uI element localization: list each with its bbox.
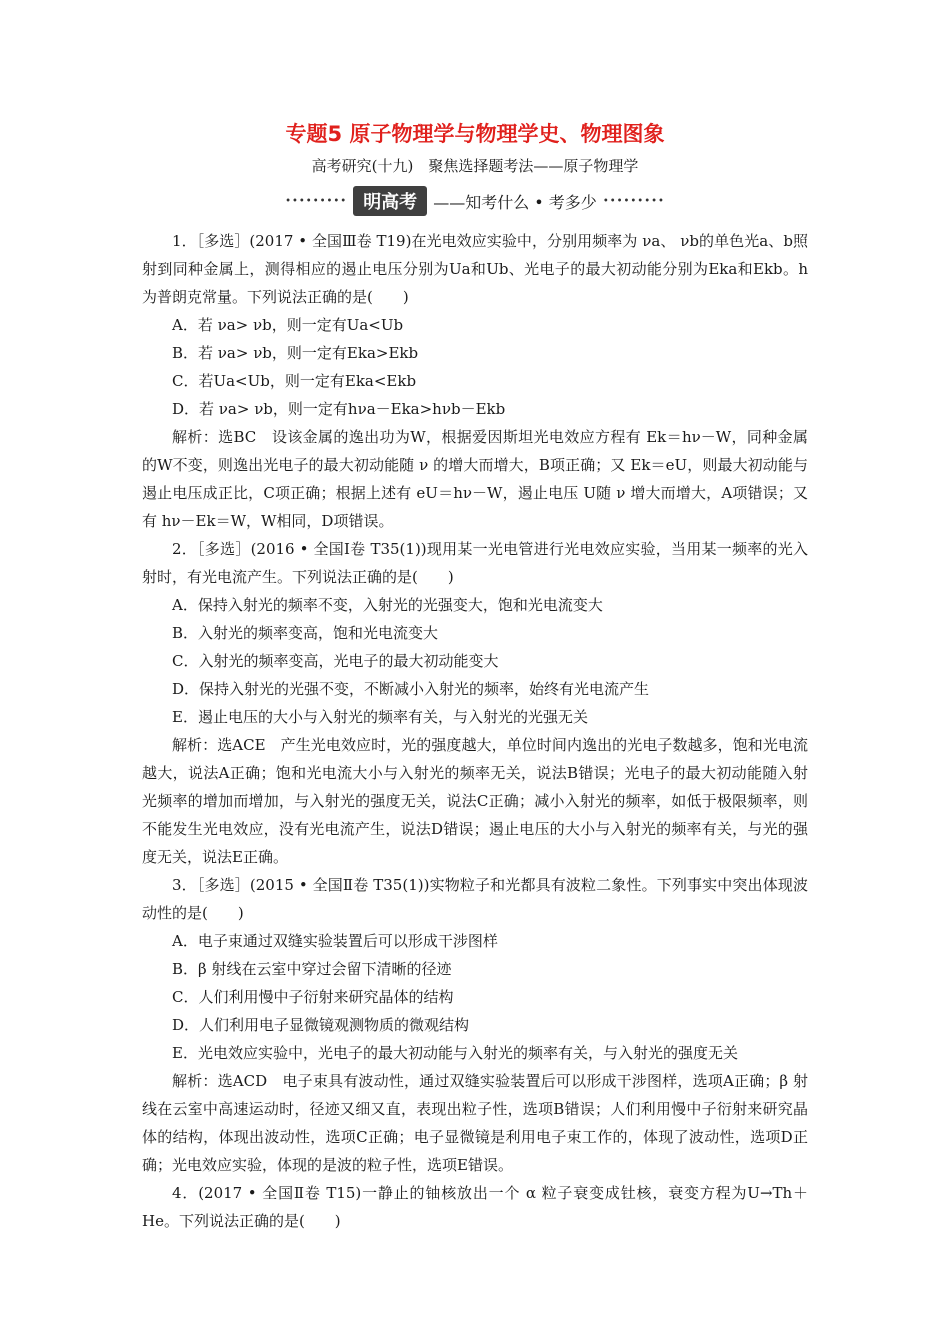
question-2-option-c: C．入射光的频率变高，光电子的最大初动能变大 xyxy=(172,652,499,670)
question-3-option-e: E．光电效应实验中，光电子的最大初动能与入射光的频率有关，与入射光的强度无关 xyxy=(172,1044,738,1062)
banner-text: ——知考什么 • 考多少 xyxy=(433,192,597,212)
question-1-option-c: C．若Ua<Ub，则一定有Eka<Ekb xyxy=(172,372,417,390)
question-1-option-d: D．若 νa> νb，则一定有hνa－Eka>hνb－Ekb xyxy=(172,400,506,418)
question-3-option-d: D．人们利用电子显微镜观测物质的微观结构 xyxy=(172,1016,470,1034)
question-2-option-a: A．保持入射光的频率不变，入射光的光强变大，饱和光电流变大 xyxy=(172,596,603,614)
section-banner xyxy=(0,186,950,216)
question-2-analysis: 解析：选ACE 产生光电效应时，光的强度越大，单位时间内逸出的光电子数越多，饱和光电流越大，说法A正确；饱和光电流大小与入射光的频率无关，说法B错误；光电子的最大初动能随入射光频率的增加而增加，与入射光的强度无关，说法C正确；减小入射光的频率，如低于极限频率，则不能发生光电效应，没有光电流产生，说法D错误；遏止电压的大小与入射光的频率有关，与光的强度无关，说法E正确。 xyxy=(142,736,808,866)
question-2-option-d: D．保持入射光的光强不变，不断减小入射光的频率，始终有光电流产生 xyxy=(172,680,650,698)
question-2-stem: 2．［多选］(2016 • 全国Ⅰ卷 T35(1))现用某一光电管进行光电效应实验，当用某一频率的光入射时，有光电流产生。下列说法正确的是( ) xyxy=(142,540,808,586)
question-1-stem: 1．［多选］(2017 • 全国Ⅲ卷 T19)在光电效应实验中，分别用频率为 νa、 νb的单色光a、b照射到同种金属上，测得相应的遏止电压分别为Ua和Ub、光电子的最大初动能分别为Eka和Ekb。h为普朗克常量。下列说法正确的是( ) xyxy=(142,232,808,306)
questions-content xyxy=(142,227,808,1235)
question-2-option-b: B．入射光的频率变高，饱和光电流变大 xyxy=(172,624,439,642)
banner-badge: 明高考 xyxy=(353,186,427,216)
question-4-stem: 4．(2017 • 全国Ⅱ卷 T15)一静止的铀核放出一个 α 粒子衰变成钍核，衰变方程为U→Th＋He。下列说法正确的是( ) xyxy=(142,1184,808,1230)
question-1-option-b: B．若 νa> νb，则一定有Eka>Ekb xyxy=(172,344,419,362)
page-subtitle: 高考研究(十九) 聚焦选择题考法——原子物理学 xyxy=(311,157,639,175)
question-3-option-a: A．电子束通过双缝实验装置后可以形成干涉图样 xyxy=(172,932,498,950)
question-3-analysis: 解析：选ACD 电子束具有波动性，通过双缝实验装置后可以形成干涉图样，选项A正确；β 射线在云室中高速运动时，径迹又细又直，表现出粒子性，选项B错误；人们利用慢中子衍射来研究晶体的结构，体现出波动性，选项C正确；电子显微镜是利用电子束工作的，体现了波动性，选项D正确；光电效应实验，体现的是波的粒子性，选项E错误。 xyxy=(142,1072,808,1174)
question-3-option-c: C．人们利用慢中子衍射来研究晶体的结构 xyxy=(172,988,454,1006)
question-3-option-b: B．β 射线在云室中穿过会留下清晰的径迹 xyxy=(172,960,452,978)
page-title: 专题5 原子物理学与物理学史、物理图象 xyxy=(285,122,665,146)
question-1-option-a: A．若 νa> νb，则一定有Ua<Ub xyxy=(172,316,404,334)
question-3-stem: 3．［多选］(2015 • 全国Ⅱ卷 T35(1))实物粒子和光都具有波粒二象性。下列事实中突出体现波动性的是( ) xyxy=(142,876,808,922)
question-1-analysis: 解析：选BC 设该金属的逸出功为W，根据爱因斯坦光电效应方程有 Ek＝hν－W，同种金属的W不变，则逸出光电子的最大初动能随 ν 的增大而增大，B项正确；又 Ek＝eU，则最大初动能与遏止电压成正比，C项正确；根据上述有 eU＝hν－W，遏止电压 U随 ν 增大而增大，A项错误；又有 hν－Ek＝W，W相同，D项错误。 xyxy=(142,428,808,530)
banner-dots-left: ••••••••• xyxy=(285,195,348,207)
question-2-option-e: E．遏止电压的大小与入射光的频率有关，与入射光的光强无关 xyxy=(172,708,588,726)
banner-dots-right: ••••••••• xyxy=(602,195,665,207)
